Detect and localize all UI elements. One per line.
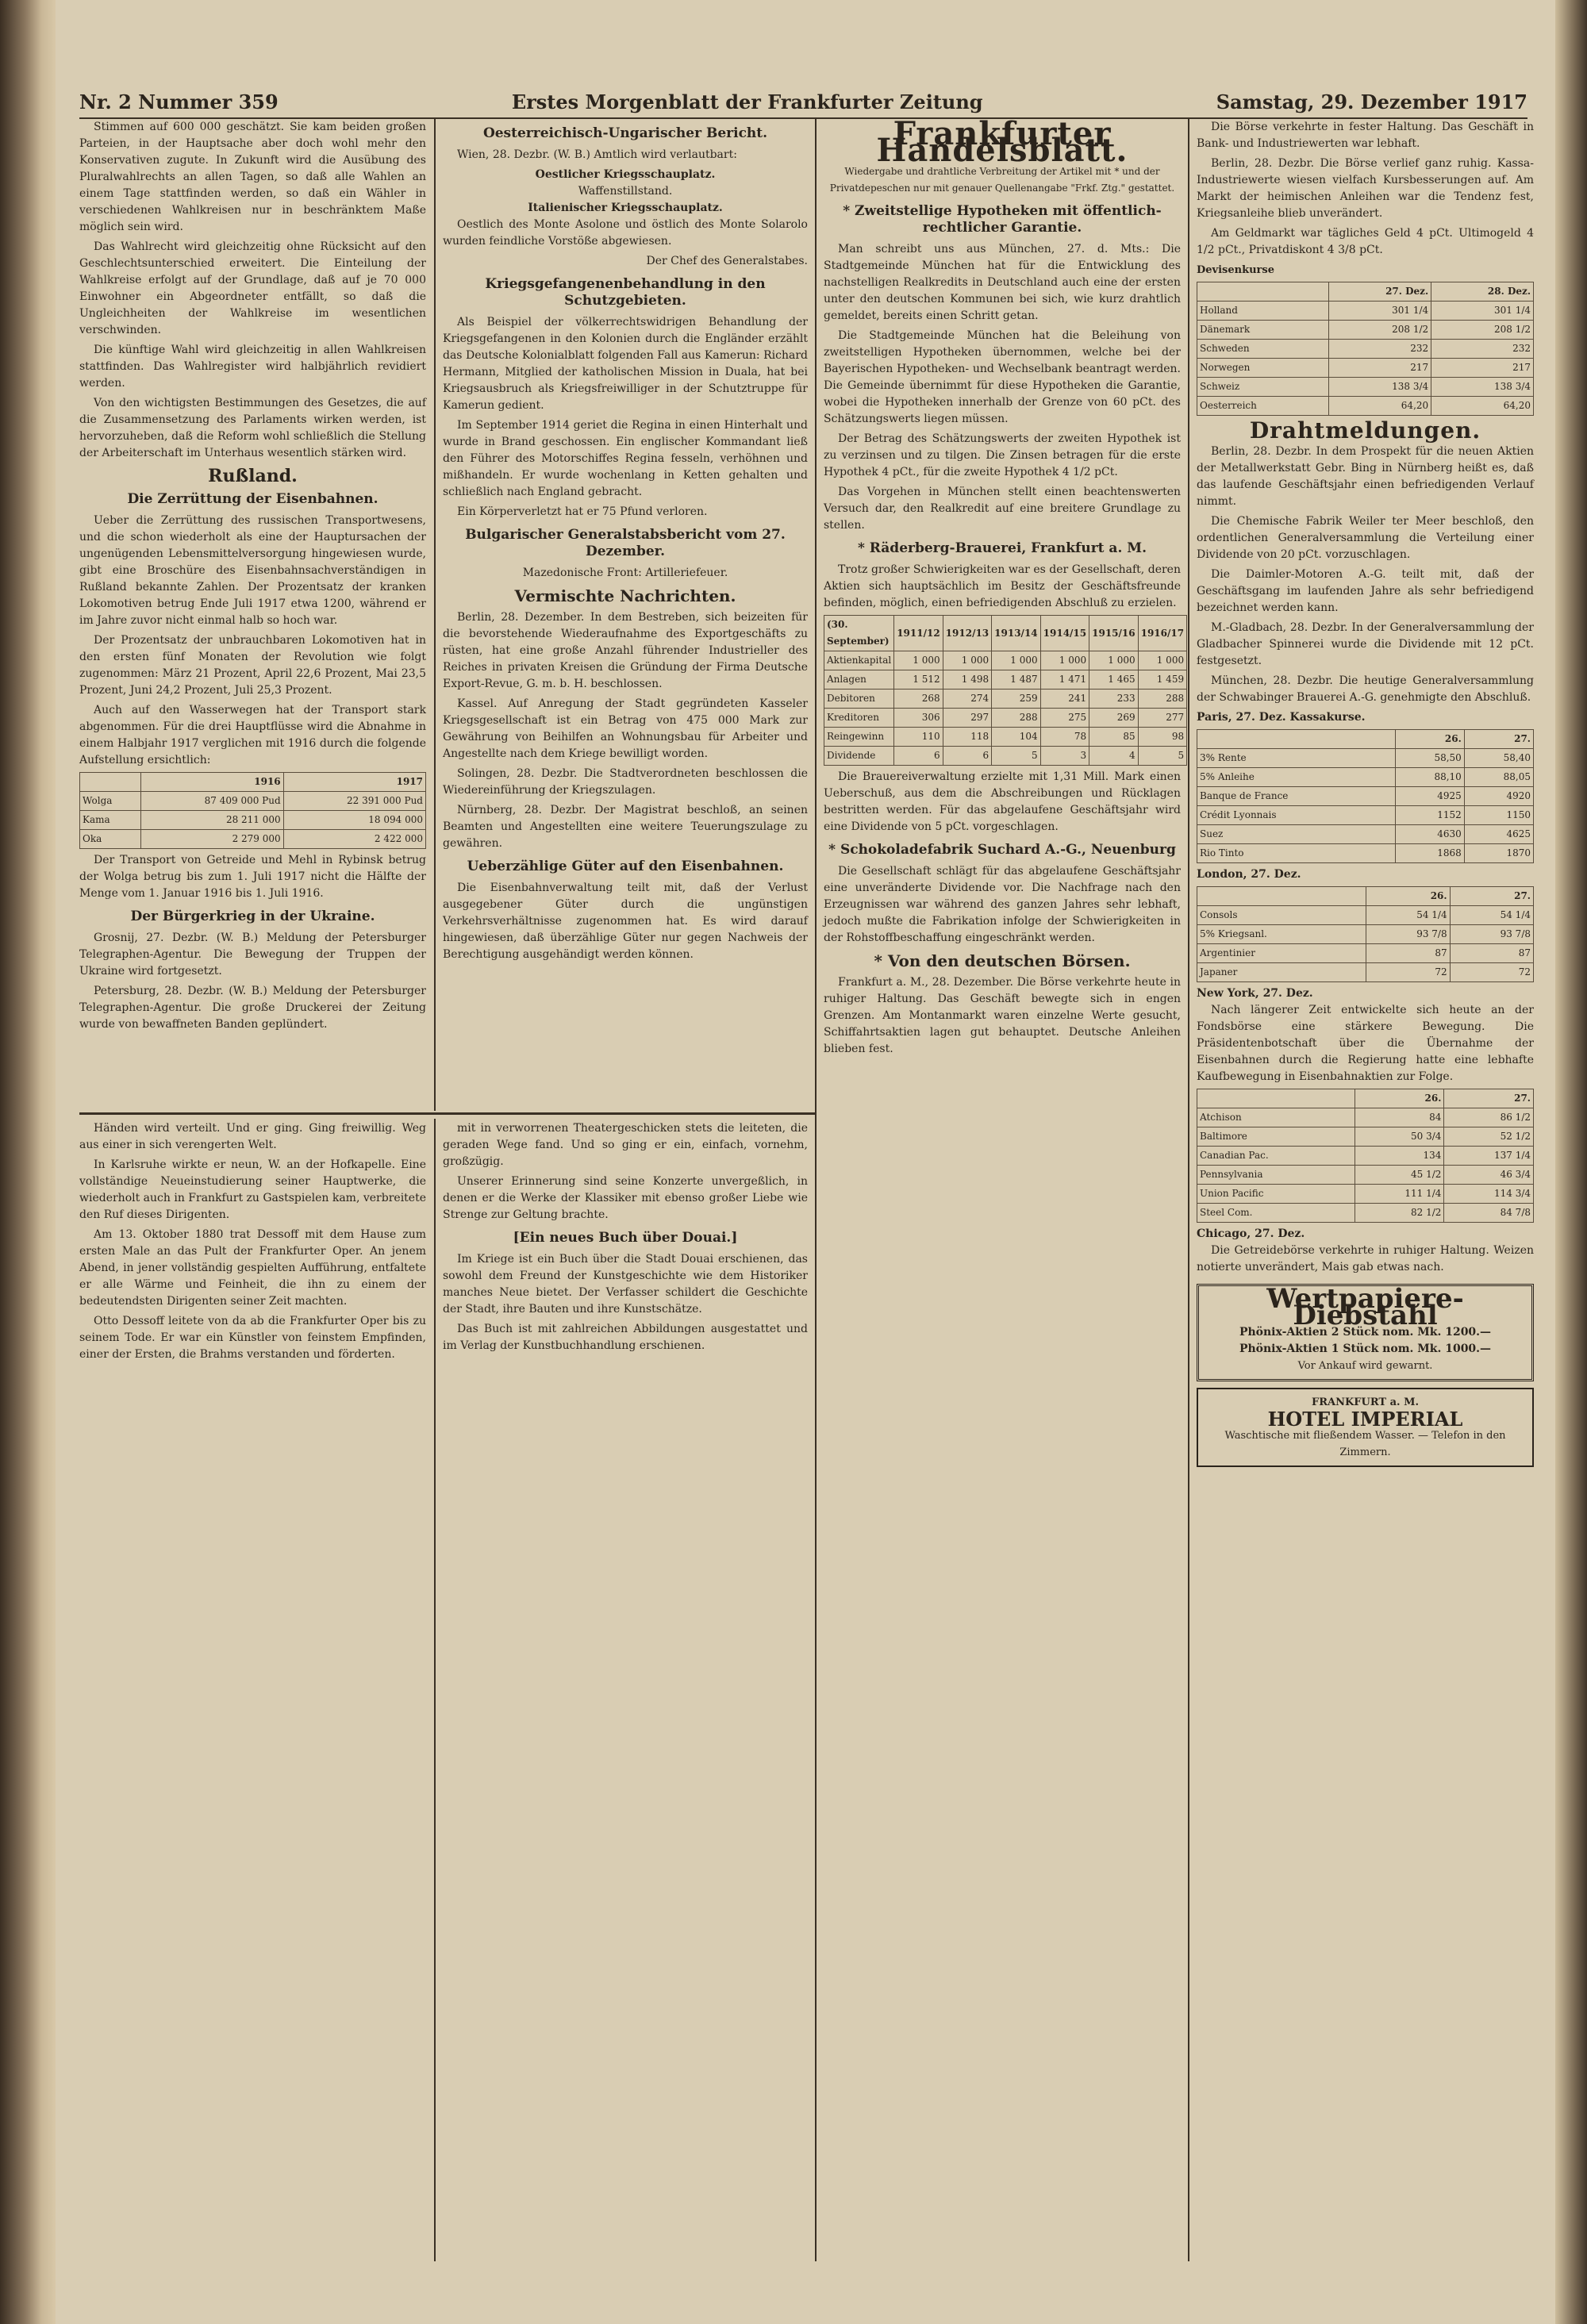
paris-table — [1197, 729, 1534, 863]
article-text: Die Daimler-Motoren A.-G. teilt mit, daß der Geschäftsgang im laufenden Jahre als sehr befriedigend bezeichnet werden kann. — [1197, 568, 1534, 614]
table-cell: Schweiz — [1197, 378, 1329, 397]
ad-line: Vor Ankauf wird gewarnt. — [1297, 1360, 1433, 1372]
table-cell: Dänemark — [1197, 321, 1329, 340]
table-row — [80, 830, 426, 849]
table-cell: 4 — [1089, 747, 1138, 766]
article-text: Das Vorgehen in München stellt einen beachtenswerten Versuch dar, den Realkredit auf eine breitere Grundlage zu stellen. — [824, 486, 1181, 532]
table-cell: 85 — [1089, 728, 1138, 747]
ad-line: Phönix-Aktien 1 Stück nom. Mk. 1000.— — [1239, 1343, 1492, 1355]
table-row — [1197, 925, 1534, 944]
table-cell: 2 422 000 — [283, 830, 425, 849]
table-cell: 78 — [1040, 728, 1089, 747]
table-cell: 6 — [894, 747, 943, 766]
masthead — [79, 86, 1527, 119]
table-cell: 1 487 — [992, 670, 1040, 690]
subheading: Oestlicher Kriegsschauplatz. — [535, 168, 716, 181]
table-cell: 54 1/4 — [1450, 906, 1533, 925]
table-row — [1197, 1185, 1534, 1204]
table-row — [1197, 302, 1534, 321]
table-row — [1197, 1147, 1534, 1166]
table-row — [1197, 321, 1534, 340]
table-cell: 4920 — [1464, 787, 1533, 806]
article-text: Auch auf den Wasserwegen hat der Transport stark abgenommen. Für die drei Hauptflüsse wird die Abnahme in einem Halbjahr 1917 verglichen mit 1916 durch die folgende Aufstellung ersichtlich: — [79, 704, 426, 766]
table-cell: 1 000 — [894, 651, 943, 670]
table-header-row — [824, 616, 1187, 651]
market-heading: Paris, 27. Dez. Kassakurse. — [1197, 711, 1366, 724]
table-cell: 64,20 — [1329, 397, 1431, 416]
table-header-row — [1197, 887, 1534, 906]
table-row — [1197, 787, 1534, 806]
table-cell: 58,50 — [1395, 749, 1464, 768]
article-text: Nürnberg, 28. Dezbr. Der Magistrat beschloß, an seinen Beamten und Angestellten eine weitere Teuerungszulage zu gewähren. — [443, 804, 808, 850]
table-cell: 4925 — [1395, 787, 1464, 806]
table-cell: 46 3/4 — [1444, 1166, 1534, 1185]
table-row — [1197, 1108, 1534, 1127]
table-cell: 241 — [1040, 690, 1089, 709]
market-heading: Chicago, 27. Dez. — [1197, 1227, 1305, 1240]
article-text: Berlin, 28. Dezember. In dem Bestreben, sich beizeiten für die bevorstehende Wiederaufnahme des Exportgeschäfts zu rüsten, hat eine große Anzahl führender Industrieller des Reiches in privaten Kreisen die Gründung der Firma Deutsche Export-Revue, G. m. b. H. beschlossen. — [443, 611, 808, 690]
table-cell: 82 1/2 — [1355, 1204, 1444, 1223]
table-cell: 87 — [1450, 944, 1533, 963]
table-row — [80, 811, 426, 830]
section-heading: Rußland. — [208, 466, 298, 486]
table-cell: 6 — [943, 747, 991, 766]
table-cell: 86 1/2 — [1444, 1108, 1534, 1127]
table-cell: 269 — [1089, 709, 1138, 728]
book-spine — [0, 0, 56, 2324]
article-text: Grosnij, 27. Dezbr. (W. B.) Meldung der Petersburger Telegraphen-Agentur. Die Bewegung der Truppen der Ukraine wird fortgesetzt. — [79, 932, 426, 978]
london-table — [1197, 886, 1534, 982]
table-cell: Wolga — [80, 792, 141, 811]
table-cell: 274 — [943, 690, 991, 709]
table-cell: 22 391 000 Pud — [283, 792, 425, 811]
column-rule — [434, 119, 436, 1111]
table-cell: 52 1/2 — [1444, 1127, 1534, 1147]
article-text: Trotz großer Schwierigkeiten war es der Gesellschaft, deren Aktien sich hauptsächlich im Besitz der Geschäftsfreunde befinden, möglich, einen befriedigenden Abschluß zu erzielen. — [824, 563, 1181, 609]
table-row — [1197, 825, 1534, 844]
table-cell: 233 — [1089, 690, 1138, 709]
table-row — [824, 728, 1187, 747]
article-text: Als Beispiel der völkerrechtswidrigen Behandlung der Kriegsgefangenen in den Kolonien durch die Engländer erzählt das Deutsche Kolonialblatt folgenden Fall aus Kamerun: Richard Hermann, Mitglied der katholischen Mission in Duala, hat bei Kriegsausbruch als Kriegsfreiwilliger in der Schutztruppe für Kamerun gedient. — [443, 316, 808, 412]
table-row — [1197, 1127, 1534, 1147]
article-text: Die Börse verkehrte in fester Haltung. Das Geschäft in Bank- und Industriewerten war lebhaft. — [1197, 121, 1534, 150]
table-cell: Consols — [1197, 906, 1366, 925]
table-cell: 104 — [992, 728, 1040, 747]
table-header-cell: 27. — [1450, 887, 1533, 906]
article-text: Der Betrag des Schätzungswerts der zweiten Hypothek ist zu verzinsen und zu tilgen. Die Zinsen betragen für die erste Hypothek 4 pCt., für die zweite Hypothek 4 1/2 pCt. — [824, 432, 1181, 478]
table-cell: Canadian Pac. — [1197, 1147, 1355, 1166]
table-row — [1197, 359, 1534, 378]
table-cell: 98 — [1138, 728, 1186, 747]
table-cell: Kama — [80, 811, 141, 830]
table-cell: Oka — [80, 830, 141, 849]
table-cell: Debitoren — [824, 690, 894, 709]
table-cell: 45 1/2 — [1355, 1166, 1444, 1185]
table-cell: Baltimore — [1197, 1127, 1355, 1147]
article-text: Kassel. Auf Anregung der Stadt gegründeten Kasseler Kriegsgesellschaft ist ein Betrag von 475 000 Mark zur Gewährung von Beihilfen an Wohnungsbau für Arbeiter und Angestellte nach dem Kriege bewilligt worden. — [443, 697, 808, 760]
article-text: Ein Körperverletzt hat er 75 Pfund verloren. — [457, 505, 708, 518]
table-row — [1197, 1204, 1534, 1223]
table-header-cell — [80, 773, 141, 792]
table-header-cell: 1913/14 — [992, 616, 1040, 651]
table-header-cell — [1197, 887, 1366, 906]
ad-title: Wertpapiere-Diebstahl — [1266, 1283, 1464, 1331]
table-cell: 88,10 — [1395, 768, 1464, 787]
article-heading: Die Zerrüttung der Eisenbahnen. — [127, 491, 378, 507]
dateline: Wien, 28. Dezbr. (W. B.) Amtlich wird verlautbart: — [457, 148, 737, 161]
table-cell: 208 1/2 — [1329, 321, 1431, 340]
article-text: Am Geldmarkt war tägliches Geld 4 pCt. Ultimogeld 4 1/2 pCt., Privatdiskont 4 3/8 pCt. — [1197, 227, 1534, 256]
article-text: Das Wahlrecht wird gleichzeitig ohne Rücksicht auf den Geschlechtsunterschied erweitert. Die Einteilung der Wahlkreise erfolgt auf der Grundlage, daß auf je 70 000 Einwohner ein Abgeordneter entfällt, so daß die Ungleichheiten der Wahlkreise im wesentlichen verschwinden. — [79, 240, 426, 336]
hotel-advertisement — [1197, 1388, 1534, 1467]
table-cell: 5% Kriegsanl. — [1197, 925, 1366, 944]
table-cell: 232 — [1329, 340, 1431, 359]
table-cell: Suez — [1197, 825, 1396, 844]
brewery-financial-table — [824, 615, 1187, 766]
report-text: Oestlich des Monte Asolone und östlich des Monte Solarolo wurden feindliche Vorstöße abgewiesen. — [443, 218, 808, 248]
table-cell: 138 3/4 — [1431, 378, 1534, 397]
article-text: In Karlsruhe wirkte er neun, W. an der Hofkapelle. Eine vollständige Neueinstudierung seiner Hauptwerke, die wiederholt auch in Frankfurt zu Gastspielen kam, verbreitete den Ruf dieses Dirigenten. — [79, 1158, 426, 1221]
table-header-cell: 1915/16 — [1089, 616, 1138, 651]
article-heading: Der Bürgerkrieg in der Ukraine. — [130, 908, 375, 924]
table-row — [1197, 768, 1534, 787]
article-text: Stimmen auf 600 000 geschätzt. Sie kam beiden großen Parteien, in der Hauptsache aber doch wohl mehr den Konservativen zugute. In Zukunft wird die Ausübung des Pluralwahlrechts an allen Tagen, so daß alle Wahlen an einem Tage stattfinden werden, so daß ein Wähler in verschiedenen Wahlkreisen nur in beschränktem Maße möglich sein wird. — [79, 121, 426, 233]
table-cell: Crédit Lyonnais — [1197, 806, 1396, 825]
article-text: Der Transport von Getreide und Mehl in Rybinsk betrug der Wolga betrug bis zum 1. Juli 1917 nicht die Hälfte der Menge vom 1. Januar 1916 bis 1. Juli 1916. — [79, 854, 426, 900]
table-cell: 110 — [894, 728, 943, 747]
handelsblatt-subtitle: Wiedergabe und drahtliche Verbreitung der Artikel mit * und der Privatdepeschen nur mit genauer Quellenangabe "Frkf. Ztg." gestattet. — [829, 166, 1175, 194]
article-text: Berlin, 28. Dezbr. Die Börse verlief ganz ruhig. Kassa-Industriewerte wiesen vielfach Kursbesserungen auf. Am Markt der heimischen Anleihen war die Tendenz fest, Kriegsanleihe blieb unverändert. — [1197, 157, 1534, 220]
table-cell: 72 — [1450, 963, 1533, 982]
table-row — [1197, 906, 1534, 925]
table-cell: 3 — [1040, 747, 1089, 766]
signature: Der Chef des Generalstabes. — [646, 255, 808, 267]
table-cell: 4630 — [1395, 825, 1464, 844]
table-cell: 4625 — [1464, 825, 1533, 844]
table-row — [824, 670, 1187, 690]
table-cell: Pennsylvania — [1197, 1166, 1355, 1185]
table-row — [824, 709, 1187, 728]
table-row — [1197, 944, 1534, 963]
table-cell: 134 — [1355, 1147, 1444, 1166]
article-text: Man schreibt uns aus München, 27. d. Mts.: Die Stadtgemeinde München hat für die Entwicklung des nachstelligen Realkredits in Deutschland auch eine der ersten unter den deutschen Kommunen bei sich, wie kurz drahtlich gemeldet, bereits einen Schritt getan. — [824, 243, 1181, 322]
article-heading: * Schokoladefabrik Suchard A.-G., Neuenburg — [828, 842, 1176, 858]
table-header-row — [1197, 282, 1534, 302]
table-cell: 2 279 000 — [141, 830, 283, 849]
article-text: Die Gesellschaft schlägt für das abgelaufene Geschäftsjahr eine unveränderte Dividende vor. Die Nachfrage nach den Erzeugnissen war während des ganzen Jahres sehr lebhaft, jedoch mußte die Fabrikation infolge der Schwierigkeiten in der Rohstoffbeschaffung eingeschränkt werden. — [824, 865, 1181, 944]
table-cell: 301 1/4 — [1329, 302, 1431, 321]
table-row — [80, 792, 426, 811]
table-header-cell: 1911/12 — [894, 616, 943, 651]
exchange-rates-table — [1197, 282, 1534, 416]
table-cell: Oesterreich — [1197, 397, 1329, 416]
table-header-cell: 27. — [1464, 730, 1533, 749]
market-heading: New York, 27. Dez. — [1197, 987, 1313, 1000]
table-cell: 54 1/4 — [1366, 906, 1450, 925]
table-cell: 1 000 — [943, 651, 991, 670]
table-header-cell: 1912/13 — [943, 616, 991, 651]
table-cell: Atchison — [1197, 1108, 1355, 1127]
article-text: mit in verworrenen Theatergeschicken stets die leiteten, die geraden Wege fand. Und so ging er ein, einfach, vornehm, großzügig. — [443, 1122, 808, 1168]
table-header-cell: 1916/17 — [1138, 616, 1186, 651]
table-cell: 232 — [1431, 340, 1534, 359]
newspaper-title: Erstes Morgenblatt der Frankfurter Zeitung — [511, 90, 983, 113]
table-header-cell: 1914/15 — [1040, 616, 1089, 651]
table-cell: 1 000 — [992, 651, 1040, 670]
table-cell: 217 — [1431, 359, 1534, 378]
page-number: Nr. 2 Nummer 359 — [79, 90, 279, 113]
article-text: Im September 1914 geriet die Regina in einen Hinterhalt und wurde in Brand geschossen. Ein englischer Kommandant ließ den Führer des Motorschiffes Regina fesseln, verhöhnen und mißhandeln. Er wurde wochenlang in Ketten gehalten und schließlich nach England gebracht. — [443, 419, 808, 498]
river-transport-table — [79, 772, 426, 849]
article-text: Am 13. Oktober 1880 trat Dessoff mit dem Hause zum ersten Male an das Pult der Frankfurter Oper. An jenem Abend, in jener vollständig gespielten Aufführung, entfaltete er alle Wärme und Feinheit, die ihn zu einem der bedeutendsten Dirigenten seiner Zeit machten. — [79, 1228, 426, 1308]
article-text: Frankfurt a. M., 28. Dezember. Die Börse verkehrte heute in ruhiger Haltung. Das Geschäft bewegte sich in engen Grenzen. Am Montanmarkt waren einzelne Werte gesucht, Schiffahrtsaktien lagen gut behauptet. Deutsche Anleihen blieben fest. — [824, 976, 1181, 1055]
page-edge — [1555, 0, 1587, 2324]
article-heading: Oesterreichisch-Ungarischer Bericht. — [482, 125, 768, 141]
article-heading: * Zweitstellige Hypotheken mit öffentlich-rechtlicher Garantie. — [843, 203, 1162, 236]
table-cell: 259 — [992, 690, 1040, 709]
table-cell: Reingewinn — [824, 728, 894, 747]
handelsblatt-title: Frankfurter Handelsblatt. — [876, 115, 1128, 169]
column-commerce — [824, 115, 1185, 2253]
table-cell: Banque de France — [1197, 787, 1396, 806]
report-text: Mazedonische Front: Artilleriefeuer. — [522, 567, 728, 579]
table-cell: 1 498 — [943, 670, 991, 690]
table-row — [1197, 963, 1534, 982]
table-cell: Dividende — [824, 747, 894, 766]
section-heading: * Von den deutschen Börsen. — [874, 951, 1131, 970]
table-cell: 208 1/2 — [1431, 321, 1534, 340]
table-cell: Aktienkapital — [824, 651, 894, 670]
table-cell: 1152 — [1395, 806, 1464, 825]
table-header-row — [80, 773, 426, 792]
table-cell: 3% Rente — [1197, 749, 1396, 768]
column-politics — [79, 119, 426, 1107]
table-cell: 1 465 — [1089, 670, 1138, 690]
table-cell: Argentinier — [1197, 944, 1366, 963]
section-heading: Vermischte Nachrichten. — [514, 586, 736, 605]
article-text: Unserer Erinnerung sind seine Konzerte unvergeßlich, in denen er die Werke der Klassiker mit ebenso großer Liebe wie Strenge zur Geltung brachte. — [443, 1175, 808, 1221]
article-text: Solingen, 28. Dezbr. Die Stadtverordneten beschlossen die Wiedereinführung der Kriegszulagen. — [443, 767, 808, 797]
hotel-city: FRANKFURT a. M. — [1311, 1396, 1420, 1408]
column-rule — [434, 1119, 436, 2261]
table-row — [824, 651, 1187, 670]
report-text: Waffenstillstand. — [578, 185, 673, 198]
table-cell: 111 1/4 — [1355, 1185, 1444, 1204]
table-cell: 1 471 — [1040, 670, 1089, 690]
table-cell: 93 7/8 — [1366, 925, 1450, 944]
table-cell: 137 1/4 — [1444, 1147, 1534, 1166]
table-cell: Union Pacific — [1197, 1185, 1355, 1204]
table-cell: Rio Tinto — [1197, 844, 1396, 863]
hotel-name: HOTEL IMPERIAL — [1267, 1408, 1463, 1431]
new-york-table — [1197, 1089, 1534, 1223]
article-text: Das Buch ist mit zahlreichen Abbildungen ausgestattet und im Verlag der Kunstbuchhandlung erschienen. — [443, 1323, 808, 1352]
table-cell: 1 512 — [894, 670, 943, 690]
column-rule — [1188, 119, 1189, 2261]
table-cell: Norwegen — [1197, 359, 1329, 378]
table-header-cell: 26. — [1395, 730, 1464, 749]
table-cell: 87 409 000 Pud — [141, 792, 283, 811]
table-cell: Schweden — [1197, 340, 1329, 359]
table-row — [1197, 340, 1534, 359]
table-cell: 88,05 — [1464, 768, 1533, 787]
table-row — [824, 747, 1187, 766]
table-cell: Anlagen — [824, 670, 894, 690]
table-cell: Holland — [1197, 302, 1329, 321]
table-header-cell: 28. Dez. — [1431, 282, 1534, 302]
table-cell: 1868 — [1395, 844, 1464, 863]
table-row — [824, 690, 1187, 709]
ad-line: Phönix-Aktien 2 Stück nom. Mk. 1200.— — [1239, 1326, 1492, 1339]
table-cell: 275 — [1040, 709, 1089, 728]
table-cell: 87 — [1366, 944, 1450, 963]
article-text: Von den wichtigsten Bestimmungen des Gesetzes, die auf die Zusammensetzung des Parlaments wirken werden, ist hervorzuheben, daß die Reform wohl schließlich die Stellung der Arbeiterschaft im Unterhaus wesentlich stärken wird. — [79, 397, 426, 459]
article-text: Die Getreidebörse verkehrte in ruhiger Haltung. Weizen notierte unverändert, Mais gab etwas nach. — [1197, 1244, 1534, 1273]
table-row — [1197, 844, 1534, 863]
article-heading: [Ein neues Buch über Douai.] — [513, 1230, 738, 1246]
table-cell: 1 000 — [1138, 651, 1186, 670]
article-text: Der Prozentsatz der unbrauchbaren Lokomotiven hat in den ersten fünf Monaten der Revolution wie folgt zugenommen: März 21 Prozent, April 22,6 Prozent, Mai 23,5 Prozent, Juni 24,2 Prozent, Juli 25,3 Prozent. — [79, 634, 426, 697]
table-cell: Japaner — [1197, 963, 1366, 982]
article-text: Die Brauereiverwaltung erzielte mit 1,31 Mill. Mark einen Ueberschuß, aus dem die Abschreibungen und Rücklagen bestritten werden. Für das abgelaufene Geschäftsjahr wird eine Dividende von 5 pCt. vorgeschlagen. — [824, 770, 1181, 833]
article-text: Händen wird verteilt. Und er ging. Ging freiwillig. Weg aus einer in sich verengerten Welt. — [79, 1122, 426, 1151]
table-cell: 1 000 — [1040, 651, 1089, 670]
table-cell: 84 7/8 — [1444, 1204, 1534, 1223]
table-cell: 268 — [894, 690, 943, 709]
table-header-row — [1197, 1089, 1534, 1108]
table-cell: 297 — [943, 709, 991, 728]
article-heading: Kriegsgefangenenbehandlung in den Schutzgebieten. — [485, 276, 766, 309]
article-text: München, 28. Dezbr. Die heutige Generalversammlung der Schwabinger Brauerei A.-G. genehmigte den Abschluß. — [1197, 674, 1534, 704]
table-cell: 138 3/4 — [1329, 378, 1431, 397]
table-header-cell — [1197, 730, 1396, 749]
hotel-amenities: Waschtische mit fließendem Wasser. — Telefon in den Zimmern. — [1224, 1430, 1506, 1458]
table-header-cell: 1917 — [283, 773, 425, 792]
column-rule — [815, 119, 817, 2261]
table-cell: 118 — [943, 728, 991, 747]
column-markets — [1197, 119, 1534, 2253]
table-cell: 84 — [1355, 1108, 1444, 1127]
feuilleton-middle — [443, 1120, 808, 2255]
feuilleton-left — [79, 1120, 426, 2255]
table-cell: 114 3/4 — [1444, 1185, 1534, 1204]
table-header-cell — [1197, 282, 1329, 302]
table-cell: Kreditoren — [824, 709, 894, 728]
table-header-cell: 26. — [1366, 887, 1450, 906]
table-header-cell: 1916 — [141, 773, 283, 792]
table-row — [1197, 806, 1534, 825]
table-header-cell: 27. — [1444, 1089, 1534, 1108]
table-cell: 28 211 000 — [141, 811, 283, 830]
table-cell: 301 1/4 — [1431, 302, 1534, 321]
table-cell: 50 3/4 — [1355, 1127, 1444, 1147]
table-cell: Steel Com. — [1197, 1204, 1355, 1223]
article-text: Berlin, 28. Dezbr. In dem Prospekt für die neuen Aktien der Metallwerkstatt Gebr. Bing in Nürnberg heißt es, daß das laufende Geschäftsjahr einen befriedigenden Verlauf nimmt. — [1197, 445, 1534, 508]
table-cell: 306 — [894, 709, 943, 728]
article-text: Die künftige Wahl wird gleichzeitig in allen Wahlkreisen stattfinden. Das Wahlregister wird halbjährlich revidiert werden. — [79, 344, 426, 390]
table-cell: 217 — [1329, 359, 1431, 378]
table-header-row — [1197, 730, 1534, 749]
table-cell: 288 — [992, 709, 1040, 728]
article-heading: Ueberzählige Güter auf den Eisenbahnen. — [467, 859, 784, 874]
table-cell: 277 — [1138, 709, 1186, 728]
article-text: Ueber die Zerrüttung des russischen Transportwesens, und die schon wiederholt als eine der Hauptursachen der ungenügenden Lebensmittelversorgung hingewiesen wurde, gibt eine Broschüre des Eisenbahnsachverständigen in Rußland bekannte Zahlen. Der Prozentsatz der kranken Lokomotiven betrug Ende Juli 1917 etwa 1200, während er im Jahre zuvor nicht einmal halb so hoch war. — [79, 514, 426, 627]
table-row — [1197, 378, 1534, 397]
table-row — [1197, 749, 1534, 768]
table-cell: 288 — [1138, 690, 1186, 709]
section-rule — [79, 1112, 815, 1115]
column-war-reports — [443, 119, 808, 1107]
table-header-cell: 26. — [1355, 1089, 1444, 1108]
issue-date: Samstag, 29. Dezember 1917 — [1216, 90, 1527, 113]
table-cell: 93 7/8 — [1450, 925, 1533, 944]
rates-title: Devisenkurse — [1197, 264, 1274, 276]
article-text: Die Eisenbahnverwaltung teilt mit, daß der Verlust ausgegebener Güter durch die ungünstigen Verkehrsverhältnisse zugenommen hat. Es wird darauf hingewiesen, daß überzählige Güter nur gegen Nachweis der Berechtigung ausgehändigt werden können. — [443, 882, 808, 961]
table-header-cell — [1197, 1089, 1355, 1108]
article-heading: Bulgarischer Generalstabsbericht vom 27. Dezember. — [465, 527, 786, 559]
table-cell: 72 — [1366, 963, 1450, 982]
article-text: Die Chemische Fabrik Weiler ter Meer beschloß, den ordentlichen Generalversammlung die Verteilung einer Dividende von 20 pCt. vorzuschlagen. — [1197, 515, 1534, 561]
market-heading: London, 27. Dez. — [1197, 868, 1301, 881]
table-row — [1197, 1166, 1534, 1185]
table-cell: 64,20 — [1431, 397, 1534, 416]
table-header-cell: (30. September) — [824, 616, 894, 651]
table-cell: 1 000 — [1089, 651, 1138, 670]
table-cell: 18 094 000 — [283, 811, 425, 830]
table-cell: 58,40 — [1464, 749, 1533, 768]
table-header-cell: 27. Dez. — [1329, 282, 1431, 302]
table-cell: 1 459 — [1138, 670, 1186, 690]
table-cell: 5 — [1138, 747, 1186, 766]
article-text: Otto Dessoff leitete von da ab die Frankfurter Oper bis zu seinem Tode. Er war ein Künstler von feinstem Empfinden, einer der Ersten, die Brahms verstanden und förderten. — [79, 1315, 426, 1361]
article-text: M.-Gladbach, 28. Dezbr. In der Generalversammlung der Gladbacher Spinnerei wurde die Dividende mit 12 pCt. festgesetzt. — [1197, 621, 1534, 667]
table-row — [1197, 397, 1534, 416]
article-text: Nach längerer Zeit entwickelte sich heute an der Fondsbörse eine stärkere Bewegung. Die Präsidentenbotschaft über die Übernahme der Eisenbahnen durch die Regierung hatte eine lebhafte Kaufbewegung in Eisenbahnaktien zur Folge. — [1197, 1004, 1534, 1083]
table-cell: 1870 — [1464, 844, 1533, 863]
article-text: Petersburg, 28. Dezbr. (W. B.) Meldung der Petersburger Telegraphen-Agentur. Die große Druckerei der Zeitung wurde von bewaffneten Banden geplündert. — [79, 985, 426, 1031]
table-cell: 5% Anleihe — [1197, 768, 1396, 787]
article-text: Die Stadtgemeinde München hat die Beleihung von zweitstelligen Hypotheken übernommen, welche bei der Bayerischen Hypotheken- und Wechselbank beantragt werden. Die Gemeinde übernimmt für diese Hypotheken die Garantie, wobei die Hypotheken innerhalb der Grenze von 60 pCt. des Schätzungswerts liegen müssen. — [824, 329, 1181, 425]
theft-advertisement — [1197, 1284, 1534, 1381]
table-cell: 5 — [992, 747, 1040, 766]
subheading: Italienischer Kriegsschauplatz. — [528, 202, 723, 214]
article-heading: * Räderberg-Brauerei, Frankfurt a. M. — [857, 540, 1147, 556]
telegrams-heading: Drahtmeldungen. — [1249, 417, 1481, 444]
article-text: Im Kriege ist ein Buch über die Stadt Douai erschienen, das sowohl dem Freund der Kunstgeschichte wie dem Historiker manches Neue bietet. Der Verfasser schildert die Geschichte der Stadt, ihre Bauten und ihre Kunstschätze. — [443, 1253, 808, 1316]
table-cell: 1150 — [1464, 806, 1533, 825]
